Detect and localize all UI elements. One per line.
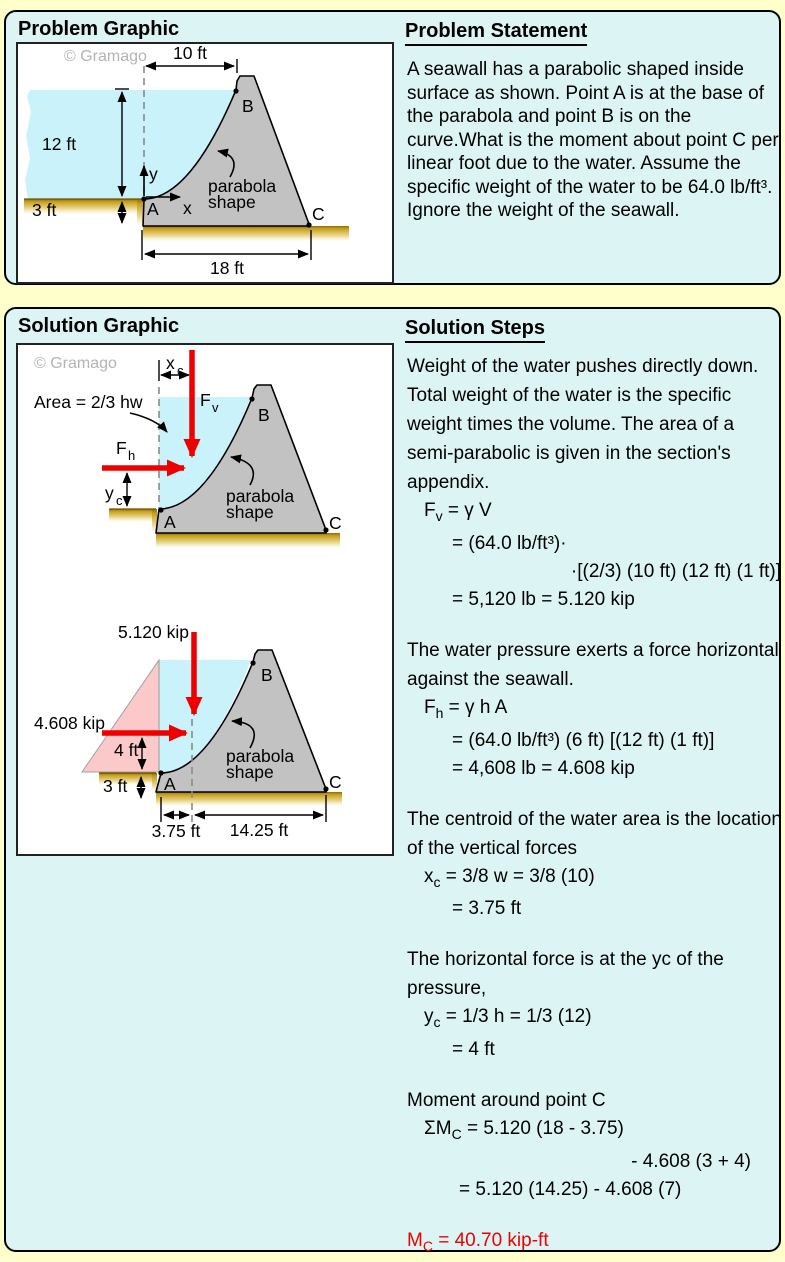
point-c-dot	[323, 527, 328, 532]
problem-diagram	[18, 44, 392, 282]
fh-label-sub: h	[128, 448, 136, 463]
parabola-note-line1: parabola	[226, 486, 295, 506]
point-b-dot	[249, 396, 254, 401]
dim-1425-label: 14.25 ft	[229, 820, 289, 840]
solution-graphic-box	[16, 343, 394, 856]
problem-graphic-title: Problem Graphic	[18, 18, 180, 40]
solution-graphic-title: Solution Graphic	[18, 315, 180, 337]
problem-panel	[4, 10, 781, 285]
y-axis-label: y	[149, 164, 158, 184]
point-a-dot	[158, 507, 163, 512]
dim-xc-sub: c	[177, 363, 184, 378]
point-b-dot	[233, 88, 238, 93]
step-block-fh	[407, 636, 785, 783]
point-c-label: C	[329, 772, 342, 792]
problem-statement-title: Problem Statement	[405, 20, 587, 43]
dim-3ft-label: 3 ft	[103, 776, 128, 796]
parabola-note-line1: parabola	[226, 746, 295, 766]
fv-label: F	[200, 390, 211, 410]
point-a-dot	[158, 770, 163, 775]
step-block-fv	[407, 352, 785, 614]
solution-steps-title: Solution Steps	[405, 317, 545, 340]
point-b-dot	[250, 660, 255, 665]
parabola-note-line1: parabola	[208, 176, 277, 196]
step-block-xc	[407, 805, 785, 924]
point-c-dot	[323, 786, 328, 791]
solution-panel	[4, 307, 781, 1252]
step-block-yc	[407, 945, 785, 1064]
point-a-dot	[141, 196, 146, 201]
step-paragraph: Weight of the water pushes directly down. Total weight of the water is the specific weight times the volume. The area of a semi-parabolic is given in the section's appendix.	[407, 356, 759, 493]
lower-diagram	[34, 622, 342, 841]
point-c-label: C	[312, 204, 325, 224]
step-block-moment	[407, 1086, 785, 1204]
point-a-label: A	[164, 774, 176, 794]
step-paragraph: The centroid of the water area is the location of the vertical forces	[407, 808, 782, 859]
equation-fh: $F_h = \gamma$ h A = (64.0 lb/ft³) (6 ft) [(12 ft) (1 ft)] = 4,608 lb = 4.608 kip	[424, 696, 715, 779]
solution-steps-text	[407, 352, 785, 1261]
dim-4ft-label: 4 ft	[114, 740, 139, 760]
equation-moment: $\Sigma M_C = 5.120$ (18 - 3.75) - 4.608 (3 + 4) = 5.120 (14.25) - 4.608 (7)	[424, 1118, 751, 1200]
dim-18ft-label: 18 ft	[209, 258, 245, 278]
point-b-label: B	[242, 96, 254, 116]
parabola-note-line2: shape	[226, 762, 274, 782]
x-axis-label: x	[183, 198, 192, 218]
dim-375-label: 3.75 ft	[151, 821, 201, 841]
step-paragraph: The horizontal force is at the yc of the pressure,	[407, 949, 724, 1000]
area-note: Area = 2/3 hw	[34, 392, 143, 412]
equation-xc: $x_c = 3/8$ w = 3/8 (10) = 3.75 ft	[424, 865, 595, 920]
point-c-label: C	[329, 513, 342, 533]
dim-xc-label: x	[166, 353, 175, 373]
point-b-label: B	[261, 665, 273, 685]
dim-12ft-label: 12 ft	[42, 134, 77, 154]
dim-10ft-label: 10 ft	[172, 44, 208, 63]
final-answer: $M_C = 40.70$ kip-ft	[407, 1229, 549, 1254]
point-b-label: B	[258, 405, 270, 425]
dim-3ft-label: 3 ft	[32, 200, 57, 220]
watermark: © Gramago	[34, 355, 117, 372]
parabola-note-line2: shape	[226, 502, 274, 522]
point-a-label: A	[164, 512, 176, 532]
step-paragraph: The water pressure exerts a force horizontal against the seawall.	[407, 639, 779, 690]
equation-yc: $y_c = 1/3$ h = 1/3 (12) = 4 ft	[424, 1006, 592, 1061]
step-paragraph: Moment around point C	[407, 1090, 606, 1112]
parabola-note-line2: shape	[208, 192, 256, 212]
point-c-dot	[306, 222, 311, 227]
problem-statement-text: A seawall has a parabolic shaped inside surface as shown. Point A is at the base of the parabola and point B is on the curve.What is the moment about point C per linear foot due to the water. Assume the specific weight of the water to be 64.0 lb/ft³. Ignore the weight of the seawall.	[407, 59, 779, 221]
fv-resultant-label: 5.120 kip	[117, 622, 189, 642]
problem-graphic-box	[16, 42, 394, 284]
dim-yc-sub: c	[116, 493, 123, 508]
solution-diagram	[18, 345, 392, 854]
point-a-label: A	[147, 199, 159, 219]
fh-resultant-label: 4.608 kip	[34, 713, 106, 733]
fh-label: F	[116, 438, 127, 458]
upper-diagram	[34, 350, 342, 548]
fv-label-sub: v	[212, 400, 219, 415]
equation-fv: $F_v = \gamma$ V = (64.0 lb/ft³)· ·[(2/3) (10 ft) (12 ft) (1 ft)] = 5,120 lb = 5.120 kip	[424, 500, 781, 610]
watermark: © Gramago	[64, 48, 147, 65]
dim-yc-label: y	[105, 483, 114, 503]
